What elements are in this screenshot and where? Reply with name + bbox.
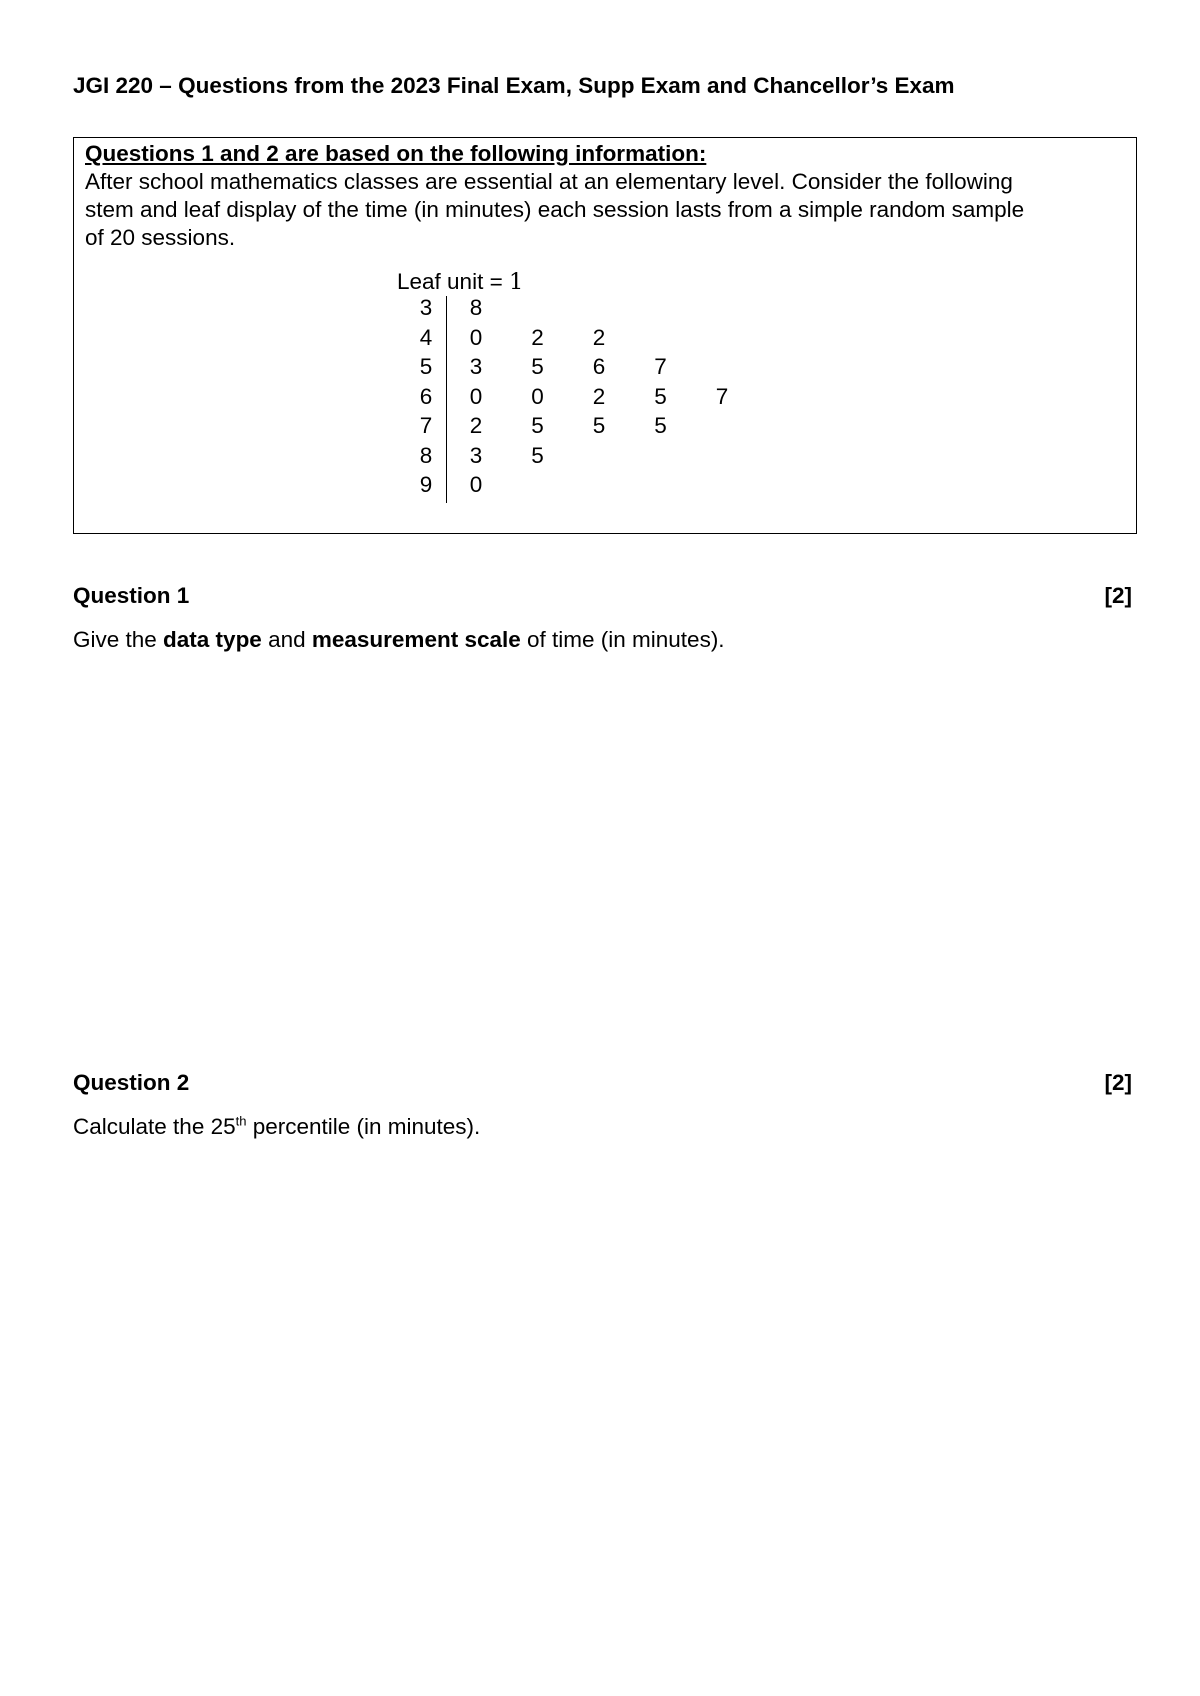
question-1-bold-measurement-scale: measurement scale xyxy=(311,627,521,652)
question-1-text-part: Give the xyxy=(73,627,164,652)
leaf-value: 8 xyxy=(469,295,483,320)
leaf-unit-value: 1 xyxy=(508,269,524,295)
leaf-value: 2 xyxy=(469,413,483,438)
question-1-text xyxy=(73,627,725,653)
leaf-value: 5 xyxy=(592,413,606,438)
information-box xyxy=(73,137,1137,534)
leaf-value: 5 xyxy=(654,383,667,409)
leaf-value: 5 xyxy=(531,413,544,438)
info-box-heading: Questions 1 and 2 are based on the following information: xyxy=(85,141,707,166)
leaf-unit-text: Leaf unit = xyxy=(397,269,509,294)
stem-value: 7 xyxy=(419,413,433,438)
stem-leaf-divider xyxy=(446,296,447,503)
leaf-value: 7 xyxy=(715,383,729,409)
leaf-value: 0 xyxy=(531,383,544,409)
question-1-marks: [2] xyxy=(1104,583,1132,608)
leaf-value: 2 xyxy=(531,324,544,350)
leaf-value: 3 xyxy=(469,354,483,379)
document-title: JGI 220 – Questions from the 2023 Final Exam, Supp Exam and Chancellor’s Exam xyxy=(73,73,955,98)
leaf-value: 5 xyxy=(531,354,544,379)
leaf-value: 3 xyxy=(469,442,483,468)
question-2-superscript: th xyxy=(235,1113,247,1129)
leaf-unit-label xyxy=(397,269,523,295)
info-text-line: After school mathematics classes are essential at an elementary level. Consider the following xyxy=(85,169,1013,194)
leaf-value: 0 xyxy=(469,383,483,409)
stem-value: 9 xyxy=(419,472,433,497)
question-1-text-part: and xyxy=(261,627,312,652)
leaf-value: 0 xyxy=(469,472,483,497)
leaf-value: 6 xyxy=(592,354,606,379)
info-text-line: of 20 sessions. xyxy=(85,225,236,250)
stem-value: 5 xyxy=(419,354,433,379)
stem-value: 3 xyxy=(419,295,433,320)
question-2-text-part: Calculate the 25 xyxy=(73,1114,236,1139)
leaf-value: 5 xyxy=(531,442,544,468)
leaf-value: 5 xyxy=(654,413,667,438)
question-1-text-part: of time (in minutes). xyxy=(520,627,725,652)
question-2-text-part: percentile (in minutes). xyxy=(246,1114,481,1139)
question-2-marks: [2] xyxy=(1104,1070,1132,1095)
stem-value: 6 xyxy=(419,383,433,409)
leaf-value: 2 xyxy=(592,324,606,350)
stem-value: 8 xyxy=(419,442,433,468)
info-text-line: stem and leaf display of the time (in minutes) each session lasts from a simple random sample xyxy=(85,197,1025,222)
stem-value: 4 xyxy=(419,324,433,350)
leaf-value: 2 xyxy=(592,383,606,409)
question-2-heading: Question 2 xyxy=(73,1070,190,1095)
question-1-heading: Question 1 xyxy=(73,583,190,608)
question-2-text xyxy=(73,1114,480,1140)
leaf-value: 7 xyxy=(654,354,667,379)
leaf-value: 0 xyxy=(469,324,483,350)
question-1-bold-data-type: data type xyxy=(163,627,262,652)
